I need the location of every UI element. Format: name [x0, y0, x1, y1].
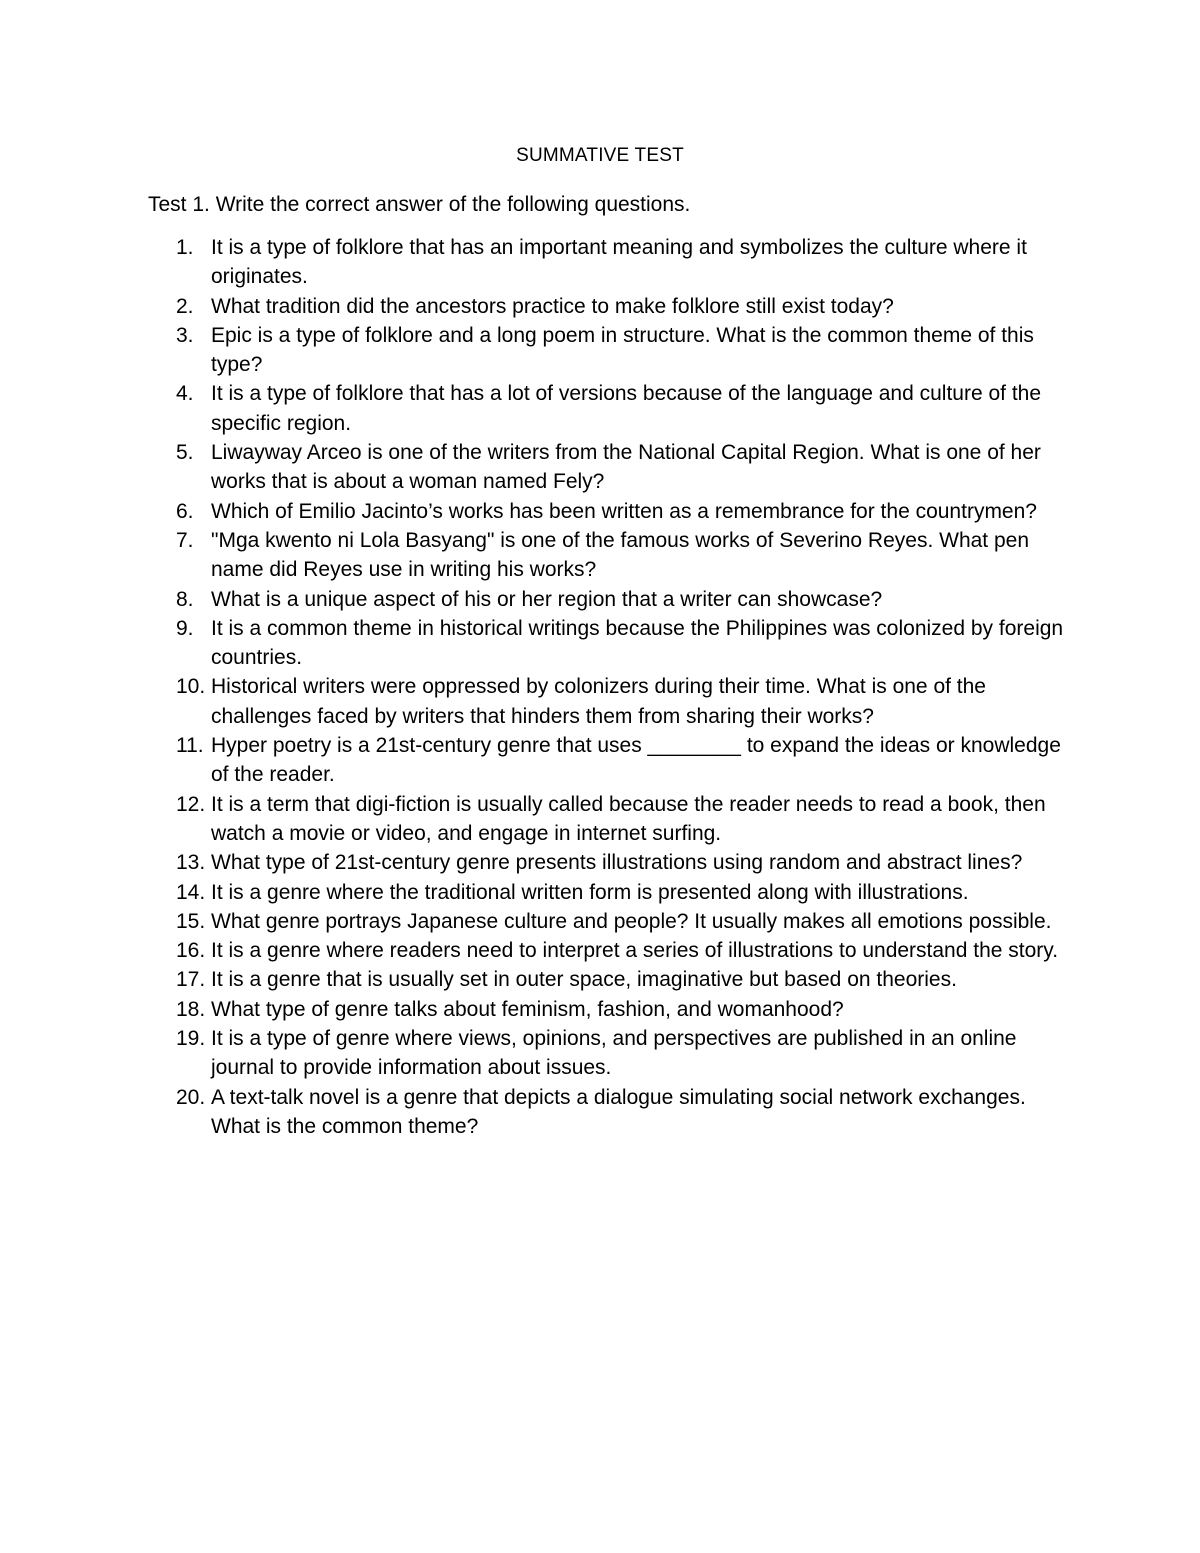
question-number: 13. — [176, 851, 206, 875]
question-item — [148, 848, 1068, 877]
question-text: It is a genre where the traditional written form is presented along with illustrations. — [211, 880, 969, 904]
question-item — [148, 1024, 1068, 1083]
question-text: What tradition did the ancestors practice to make folklore still exist today? — [211, 294, 894, 318]
question-number: 6. — [176, 499, 194, 523]
question-text: A text-talk novel is a genre that depicts a dialogue simulating social network exchanges. What is the common theme? — [211, 1085, 1026, 1138]
question-number: 17. — [176, 968, 206, 992]
question-item — [148, 497, 1068, 526]
question-text: Epic is a type of folklore and a long poem in structure. What is the common theme of this type? — [211, 323, 1034, 377]
question-number: 14. — [176, 880, 206, 904]
question-item — [148, 995, 1068, 1024]
question-item — [148, 438, 1068, 497]
question-text: It is a type of folklore that has a lot of versions because of the language and culture of the specific region. — [211, 382, 1042, 435]
question-item — [148, 614, 1068, 673]
test-instruction: Test 1. Write the correct answer of the following questions. — [148, 193, 691, 216]
question-item — [148, 790, 1068, 849]
question-number: 4. — [176, 382, 194, 406]
question-item — [148, 379, 1068, 438]
question-text: It is a term that digi-fiction is usually called because the reader needs to read a book, then watch a movie or video, and engage in internet surfing. — [211, 792, 1046, 845]
question-text: What type of 21st-century genre presents illustrations using random and abstract lines? — [211, 851, 1023, 875]
question-item — [148, 672, 1068, 731]
question-number: 18. — [176, 997, 206, 1021]
question-text: It is a type of folklore that has an important meaning and symbolizes the culture where it originates. — [211, 236, 1027, 289]
question-item — [148, 292, 1068, 321]
question-text: It is a genre where readers need to interpret a series of illustrations to understand the story. — [211, 939, 1059, 963]
question-number: 19. — [176, 1027, 206, 1051]
question-item — [148, 907, 1068, 936]
document-title: SUMMATIVE TEST — [516, 145, 684, 166]
question-number: 5. — [176, 441, 194, 465]
question-text: It is a genre that is usually set in outer space, imaginative but based on theories. — [211, 968, 957, 992]
question-item — [148, 321, 1068, 380]
question-item — [148, 526, 1068, 585]
question-number: 16. — [176, 939, 206, 963]
question-text: What type of genre talks about feminism, fashion, and womanhood? — [211, 997, 844, 1021]
question-text: What is a unique aspect of his or her region that a writer can showcase? — [211, 587, 883, 611]
question-number: 3. — [176, 323, 194, 347]
question-item — [148, 936, 1068, 965]
question-number: 10. — [176, 675, 206, 699]
question-number: 2. — [176, 294, 194, 318]
question-text: "Mga kwento ni Lola Basyang" is one of the famous works of Severino Reyes. What pen name did Reyes use in writing his works? — [211, 528, 1030, 582]
question-list — [148, 233, 1068, 1141]
question-number: 11. — [176, 734, 204, 758]
question-number: 20. — [176, 1085, 206, 1109]
question-text: It is a type of genre where views, opinions, and perspectives are published in an online journal to provide information about issues. — [211, 1027, 1017, 1080]
question-text: It is a common theme in historical writings because the Philippines was colonized by foreign countries. — [211, 616, 1064, 670]
question-text: What genre portrays Japanese culture and people? It usually makes all emotions possible. — [211, 909, 1052, 933]
question-text: Hyper poetry is a 21st-century genre that uses ________ to expand the ideas or knowledge of the reader. — [211, 734, 1061, 787]
question-number: 7. — [176, 528, 194, 552]
question-number: 1. — [176, 236, 194, 259]
question-number: 15. — [176, 909, 206, 933]
question-item — [148, 233, 1068, 292]
question-number: 12. — [176, 792, 206, 816]
question-item — [148, 965, 1068, 994]
question-item — [148, 731, 1068, 790]
question-item — [148, 878, 1068, 907]
question-number: 9. — [176, 616, 194, 640]
question-number: 8. — [176, 587, 194, 611]
question-item — [148, 1083, 1068, 1142]
question-item — [148, 585, 1068, 614]
question-text: Historical writers were oppressed by colonizers during their time. What is one of the challenges faced by writers that hinders them from sharing their works? — [211, 675, 986, 728]
question-text: Liwayway Arceo is one of the writers from the National Capital Region. What is one of her works that is about a woman named Fely? — [211, 441, 1041, 494]
question-text: Which of Emilio Jacinto’s works has been written as a remembrance for the countrymen? — [211, 499, 1037, 523]
